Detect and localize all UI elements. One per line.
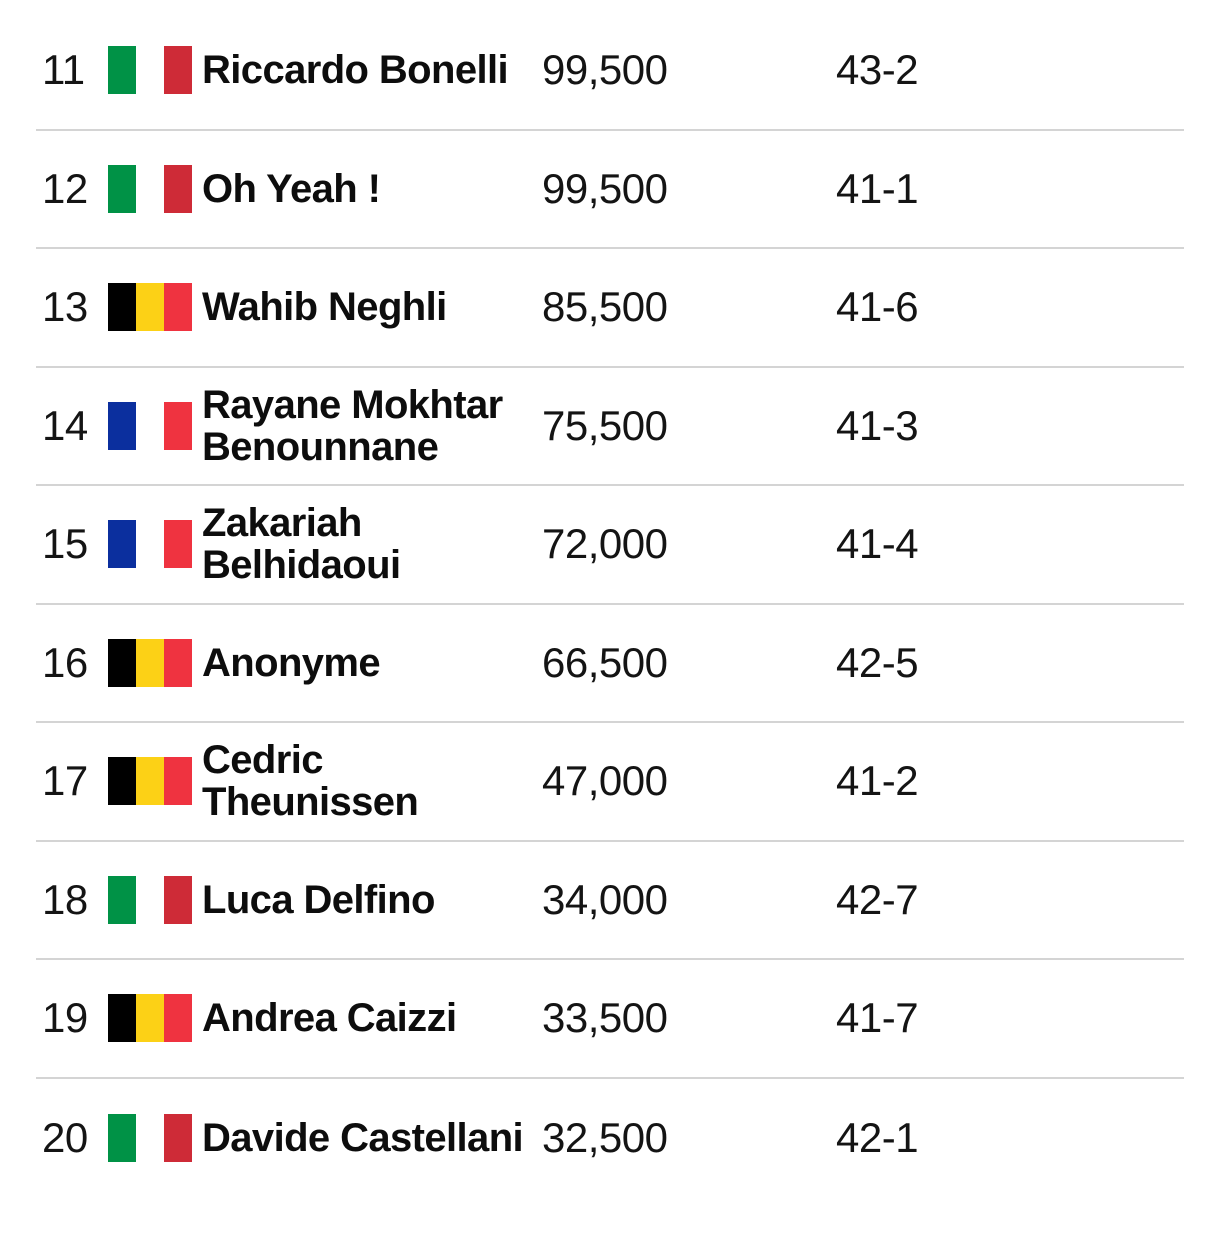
player-name: Rayane Mokhtar Benounnane xyxy=(202,382,503,469)
player-name: Cedric Theunissen xyxy=(202,738,419,825)
table-row[interactable] xyxy=(36,1079,1184,1198)
player-name: Riccardo Bonelli xyxy=(202,48,509,93)
player-record: 42-1 xyxy=(836,1113,919,1161)
table-row[interactable] xyxy=(36,12,1184,131)
country-flag-icon xyxy=(108,994,192,1042)
player-name: Oh Yeah ! xyxy=(202,166,381,211)
table-row[interactable] xyxy=(36,723,1184,842)
player-record: 41-4 xyxy=(836,520,919,568)
player-score: 75,500 xyxy=(542,401,668,449)
top-spacer xyxy=(0,0,1220,12)
rank-number: 19 xyxy=(42,994,88,1042)
player-score: 32,500 xyxy=(542,1113,668,1161)
player-record: 43-2 xyxy=(836,46,919,94)
country-flag-icon xyxy=(108,520,192,568)
player-name: Wahib Neghli xyxy=(202,285,447,330)
player-score: 99,500 xyxy=(542,164,668,212)
player-score: 66,500 xyxy=(542,638,668,686)
country-flag-icon xyxy=(108,46,192,94)
player-record: 41-2 xyxy=(836,757,919,805)
country-flag-icon xyxy=(108,1114,192,1162)
table-row[interactable] xyxy=(36,368,1184,487)
rank-number: 20 xyxy=(42,1113,88,1161)
country-flag-icon xyxy=(108,876,192,924)
table-row[interactable] xyxy=(36,605,1184,724)
table-row[interactable] xyxy=(36,960,1184,1079)
rank-number: 17 xyxy=(42,757,88,805)
country-flag-icon xyxy=(108,165,192,213)
rank-number: 11 xyxy=(42,46,85,94)
player-record: 42-7 xyxy=(836,875,919,923)
player-name: Zakariah Belhidaoui xyxy=(202,501,401,588)
player-score: 47,000 xyxy=(542,757,668,805)
player-score: 85,500 xyxy=(542,283,668,331)
rank-number: 16 xyxy=(42,638,88,686)
table-row[interactable] xyxy=(36,486,1184,605)
rank-number: 14 xyxy=(42,401,88,449)
player-record: 41-3 xyxy=(836,401,919,449)
player-record: 42-5 xyxy=(836,638,919,686)
player-name: Luca Delfino xyxy=(202,877,435,922)
country-flag-icon xyxy=(108,757,192,805)
player-score: 72,000 xyxy=(542,520,668,568)
player-score: 33,500 xyxy=(542,994,668,1042)
player-name: Davide Castellani xyxy=(202,1115,524,1160)
rank-number: 13 xyxy=(42,283,88,331)
rank-number: 15 xyxy=(42,520,88,568)
table-row[interactable] xyxy=(36,842,1184,961)
table-row[interactable] xyxy=(36,249,1184,368)
country-flag-icon xyxy=(108,639,192,687)
player-name: Anonyme xyxy=(202,640,381,685)
player-name: Andrea Caizzi xyxy=(202,996,457,1041)
player-record: 41-7 xyxy=(836,994,919,1042)
country-flag-icon xyxy=(108,283,192,331)
leaderboard-table xyxy=(0,12,1220,1197)
table-row[interactable] xyxy=(36,131,1184,250)
player-record: 41-6 xyxy=(836,283,919,331)
country-flag-icon xyxy=(108,402,192,450)
rank-number: 18 xyxy=(42,875,88,923)
rank-number: 12 xyxy=(42,164,88,212)
player-score: 99,500 xyxy=(542,46,668,94)
player-record: 41-1 xyxy=(836,164,919,212)
player-score: 34,000 xyxy=(542,875,668,923)
